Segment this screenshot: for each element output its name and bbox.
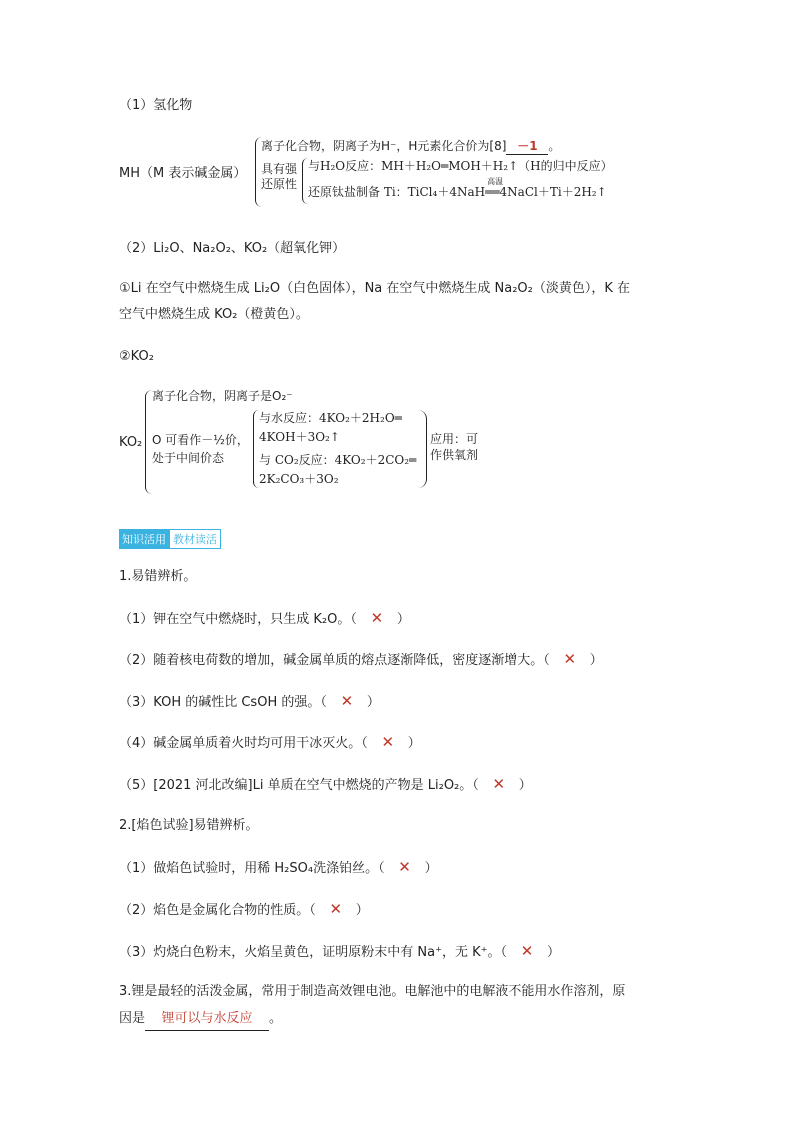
q1-item-2: （2）随着核电荷数的增加，碱金属单质的熔点逐渐降低，密度逐渐增大。（ ✕ ） [119, 650, 603, 668]
q1-title: 1.易错辨析。 [119, 569, 197, 584]
hydride-formula: MH（M 表示碱金属） [119, 166, 247, 181]
ko2-application-b: 作供氧剂 [430, 448, 479, 462]
ko2-co2-reaction-b: 2K₂CO₃＋3O₂ [259, 472, 339, 486]
ko2-co2-reaction-a: 与 CO₂反应：4KO₂＋2CO₂═ [259, 453, 417, 467]
hydride-titanium-reaction: 还原钛盐制备 Ti：TiCl₄＋4NaH 高温 ══4NaCl＋Ti＋2H₂↑ [308, 177, 607, 199]
q3-line1: 3.锂是最轻的活泼金属，常用于制造高效锂电池。电解池中的电解液不能用水作溶剂，原 [119, 984, 626, 999]
ko2-ionic: 离子化合物，阴离子是O₂⁻ [152, 389, 293, 403]
q3-line2: 因是 锂可以与水反应 。 [119, 1008, 282, 1031]
q3-answer: 锂可以与水反应 [161, 1011, 253, 1026]
ko2-reaction-right-brace [418, 410, 427, 488]
hydride-water-reaction: 与H₂O反应：MH＋H₂O═MOH＋H₂↑（H的归中反应） [308, 159, 613, 173]
ko2-brace [145, 390, 152, 494]
oxides-paragraph-line2: 空气中燃烧生成 KO₂（橙黄色）。 [119, 307, 309, 322]
ko2-heading: ②KO₂ [119, 349, 154, 364]
q2-item-2: （2）焰色是金属化合物的性质。（ ✕ ） [119, 900, 369, 918]
tag-knowledge: 知识活用 [119, 529, 169, 549]
q2-title: 2.[焰色试验]易错辨析。 [119, 818, 259, 833]
section-tags [119, 529, 221, 549]
q1-item-4: （4）碱金属单质着火时均可用干冰灭火。（ ✕ ） [119, 733, 421, 751]
section-heading-oxides: （2）Li₂O、Na₂O₂、KO₂（超氧化钾） [119, 241, 346, 256]
ko2-formula: KO₂ [119, 435, 143, 450]
tag-textbook: 教材读活 [169, 529, 221, 549]
section-heading-hydride: （1）氢化物 [119, 98, 193, 113]
q2-item-1: （1）做焰色试验时，用稀 H₂SO₄洗涤铂丝。（ ✕ ） [119, 858, 438, 876]
ko2-valence-b: 处于中间价态 [152, 451, 225, 465]
q2-item-3: （3）灼烧白色粉末，火焰呈黄色，证明原粉末中有 Na⁺，无 K⁺。（ ✕ ） [119, 942, 560, 960]
hydride-row1: 离子化合物，阴离子为H⁻，H元素化合价为[8] －1 。 [261, 139, 561, 153]
ko2-application-a: 应用：可 [430, 432, 479, 446]
q1-item-1: （1）钾在空气中燃烧时，只生成 K₂O。（ ✕ ） [119, 609, 410, 627]
ko2-valence-a: O 可看作－½价， [152, 433, 249, 447]
reducing-label: 具有强还原性 [261, 162, 298, 191]
ko2-water-reaction-a: 与水反应：4KO₂＋2H₂O═ [259, 411, 402, 425]
ko2-water-reaction-b: 4KOH＋3O₂↑ [259, 430, 340, 444]
oxides-paragraph-line1: ①Li 在空气中燃烧生成 Li₂O（白色固体），Na 在空气中燃烧生成 Na₂O₂（淡黄色），K 在 [119, 281, 631, 296]
q1-item-5: （5）[2021 河北改编]Li 单质在空气中燃烧的产物是 Li₂O₂。（ ✕ ） [119, 775, 532, 793]
q1-item-3: （3）KOH 的碱性比 CsOH 的强。（ ✕ ） [119, 692, 380, 710]
